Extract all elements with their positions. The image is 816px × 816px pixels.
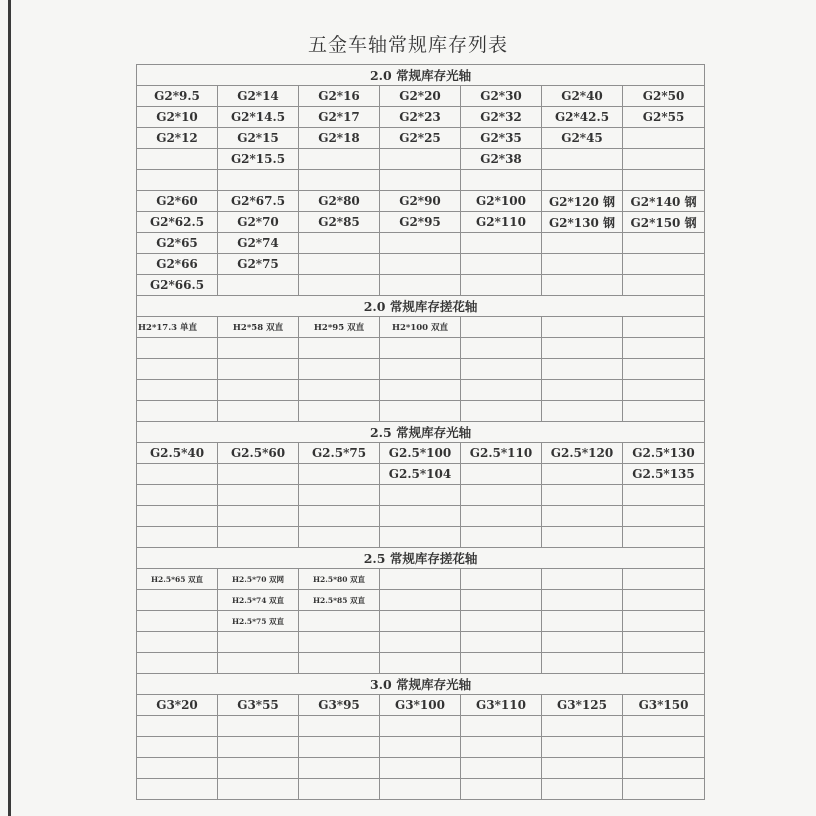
table-cell <box>461 527 542 548</box>
table-row <box>137 128 705 149</box>
table-cell <box>137 149 218 170</box>
table-cell <box>137 779 218 800</box>
table-cell <box>299 464 380 485</box>
table-cell <box>461 611 542 632</box>
table-cell: G2*15 <box>218 128 299 149</box>
table-cell <box>623 233 705 254</box>
table-cell <box>623 254 705 275</box>
table-cell <box>137 527 218 548</box>
page-title: 五金车轴常规库存列表 <box>307 34 508 56</box>
table-cell <box>461 380 542 401</box>
table-cell <box>461 464 542 485</box>
table-cell <box>623 569 705 590</box>
table-cell: G2.5*130 <box>623 443 705 464</box>
table-cell <box>218 170 299 191</box>
table-cell <box>137 611 218 632</box>
table-row <box>137 443 705 464</box>
table-cell <box>380 737 461 758</box>
table-cell: G2*80 <box>299 191 380 212</box>
table-row <box>137 359 705 380</box>
table-cell: G2.5*120 <box>542 443 623 464</box>
table-cell <box>218 275 299 296</box>
table-cell <box>461 254 542 275</box>
table-cell: G3*110 <box>461 695 542 716</box>
table-cell: G2*14 <box>218 86 299 107</box>
table-cell <box>461 485 542 506</box>
table-cell: G2*17 <box>299 107 380 128</box>
table-cell: G2*10 <box>137 107 218 128</box>
table-row <box>137 464 705 485</box>
table-cell <box>623 380 705 401</box>
table-cell: H2*58 双直 <box>218 317 299 338</box>
table-row <box>137 317 705 338</box>
table-cell <box>380 485 461 506</box>
table-cell: G2*100 <box>461 191 542 212</box>
table-cell <box>623 149 705 170</box>
table-cell: G2*18 <box>299 128 380 149</box>
table-cell <box>461 737 542 758</box>
table-cell: G2.5*75 <box>299 443 380 464</box>
table-cell <box>137 716 218 737</box>
table-cell: G2*130 钢 <box>542 212 623 233</box>
table-cell: G2*45 <box>542 128 623 149</box>
table-cell <box>137 401 218 422</box>
table-cell: G2*38 <box>461 149 542 170</box>
table-cell <box>623 737 705 758</box>
table-cell <box>218 380 299 401</box>
table-row <box>137 506 705 527</box>
table-cell <box>461 590 542 611</box>
table-cell <box>623 632 705 653</box>
table-cell <box>461 338 542 359</box>
table-cell <box>137 590 218 611</box>
table-row <box>137 716 705 737</box>
table-cell <box>299 275 380 296</box>
table-cell: G2*150 钢 <box>623 212 705 233</box>
table-cell <box>218 359 299 380</box>
table-cell <box>299 359 380 380</box>
table-cell <box>299 653 380 674</box>
table-row <box>137 569 705 590</box>
section-header: 2.0 常规库存搓花轴 <box>137 296 705 317</box>
table-cell <box>299 485 380 506</box>
table-cell <box>461 233 542 254</box>
table-cell: G2*120 钢 <box>542 191 623 212</box>
table-cell <box>299 401 380 422</box>
section-header-row <box>137 422 705 443</box>
table-cell: H2*100 双直 <box>380 317 461 338</box>
table-cell: G2*66.5 <box>137 275 218 296</box>
table-cell <box>380 338 461 359</box>
table-cell <box>461 170 542 191</box>
table-cell: H2*95 双直 <box>299 317 380 338</box>
table-row <box>137 233 705 254</box>
table-cell <box>542 737 623 758</box>
table-cell <box>137 338 218 359</box>
table-cell <box>623 779 705 800</box>
table-cell <box>218 779 299 800</box>
table-row <box>137 695 705 716</box>
table-row <box>137 527 705 548</box>
table-cell <box>542 779 623 800</box>
table-cell <box>461 779 542 800</box>
table-cell <box>461 632 542 653</box>
table-cell: G3*100 <box>380 695 461 716</box>
inventory-table-body <box>137 65 705 800</box>
table-cell <box>461 401 542 422</box>
table-cell <box>542 506 623 527</box>
table-cell <box>137 653 218 674</box>
table-cell <box>299 254 380 275</box>
table-cell: G2*42.5 <box>542 107 623 128</box>
table-cell <box>542 569 623 590</box>
table-cell <box>623 275 705 296</box>
table-cell: G3*20 <box>137 695 218 716</box>
table-row <box>137 779 705 800</box>
table-cell <box>380 359 461 380</box>
table-row <box>137 485 705 506</box>
table-cell: G2*9.5 <box>137 86 218 107</box>
table-cell <box>461 758 542 779</box>
table-row <box>137 611 705 632</box>
table-cell <box>299 779 380 800</box>
table-cell: G2*50 <box>623 86 705 107</box>
table-cell <box>380 569 461 590</box>
table-cell: G2*23 <box>380 107 461 128</box>
table-cell <box>380 170 461 191</box>
scan-edge <box>8 0 11 816</box>
table-cell <box>623 758 705 779</box>
table-cell <box>542 338 623 359</box>
inventory-table <box>136 64 705 800</box>
table-row <box>137 590 705 611</box>
table-cell <box>542 590 623 611</box>
table-row <box>137 737 705 758</box>
table-cell <box>299 632 380 653</box>
table-cell <box>218 527 299 548</box>
table-cell <box>299 380 380 401</box>
table-cell <box>137 758 218 779</box>
table-cell <box>542 485 623 506</box>
table-cell: G2*95 <box>380 212 461 233</box>
table-cell: G2.5*104 <box>380 464 461 485</box>
table-cell: G2.5*135 <box>623 464 705 485</box>
table-cell <box>380 380 461 401</box>
table-cell: G3*125 <box>542 695 623 716</box>
table-cell <box>461 275 542 296</box>
table-cell <box>218 338 299 359</box>
table-cell <box>542 380 623 401</box>
table-cell <box>299 233 380 254</box>
table-cell <box>623 359 705 380</box>
table-cell <box>137 359 218 380</box>
table-cell <box>461 569 542 590</box>
table-row <box>137 338 705 359</box>
table-cell <box>461 653 542 674</box>
table-cell <box>218 758 299 779</box>
table-cell: G2*32 <box>461 107 542 128</box>
table-cell <box>623 338 705 359</box>
table-cell <box>299 737 380 758</box>
table-cell: G2*25 <box>380 128 461 149</box>
table-cell: G2*16 <box>299 86 380 107</box>
section-header: 2.5 常规库存搓花轴 <box>137 548 705 569</box>
table-row <box>137 758 705 779</box>
table-cell: G2*67.5 <box>218 191 299 212</box>
table-cell <box>623 716 705 737</box>
table-cell: G2*140 钢 <box>623 191 705 212</box>
table-cell <box>623 506 705 527</box>
table-row <box>137 212 705 233</box>
table-cell <box>299 338 380 359</box>
table-cell <box>623 527 705 548</box>
table-cell <box>380 590 461 611</box>
table-cell: G2*66 <box>137 254 218 275</box>
table-cell: G2*85 <box>299 212 380 233</box>
table-row <box>137 401 705 422</box>
table-cell <box>218 737 299 758</box>
table-row <box>137 191 705 212</box>
table-row <box>137 275 705 296</box>
table-cell <box>380 716 461 737</box>
table-cell: G2*110 <box>461 212 542 233</box>
table-cell <box>299 506 380 527</box>
table-cell <box>299 611 380 632</box>
table-cell <box>542 275 623 296</box>
table-cell <box>623 401 705 422</box>
table-cell <box>299 758 380 779</box>
table-cell <box>380 527 461 548</box>
table-cell <box>137 632 218 653</box>
table-cell <box>137 485 218 506</box>
table-cell: G2.5*60 <box>218 443 299 464</box>
table-cell <box>461 359 542 380</box>
table-cell: G2*70 <box>218 212 299 233</box>
table-cell <box>542 233 623 254</box>
table-cell <box>380 233 461 254</box>
table-cell <box>137 506 218 527</box>
table-row <box>137 380 705 401</box>
table-row <box>137 170 705 191</box>
section-header: 3.0 常规库存光轴 <box>137 674 705 695</box>
table-cell: H2.5*74 双直 <box>218 590 299 611</box>
section-header-row <box>137 65 705 86</box>
table-cell <box>218 506 299 527</box>
table-row <box>137 632 705 653</box>
table-cell <box>623 170 705 191</box>
table-cell: H2.5*75 双直 <box>218 611 299 632</box>
table-cell <box>542 359 623 380</box>
table-cell <box>623 485 705 506</box>
table-cell: G3*150 <box>623 695 705 716</box>
table-cell: G2*35 <box>461 128 542 149</box>
table-cell: H2.5*80 双直 <box>299 569 380 590</box>
table-cell <box>542 632 623 653</box>
table-cell <box>542 401 623 422</box>
table-cell <box>137 170 218 191</box>
table-cell: H2.5*70 双网 <box>218 569 299 590</box>
table-cell <box>299 527 380 548</box>
table-cell: G2*30 <box>461 86 542 107</box>
table-cell <box>542 149 623 170</box>
table-cell: G2*40 <box>542 86 623 107</box>
table-cell <box>542 254 623 275</box>
table-cell: G2*60 <box>137 191 218 212</box>
table-cell: H2*17.3 单直 <box>137 317 218 338</box>
table-cell <box>380 758 461 779</box>
table-cell: G2*20 <box>380 86 461 107</box>
table-cell <box>380 653 461 674</box>
table-row <box>137 86 705 107</box>
table-cell <box>137 380 218 401</box>
table-cell <box>380 506 461 527</box>
table-cell: G3*55 <box>218 695 299 716</box>
table-cell <box>623 317 705 338</box>
table-row <box>137 149 705 170</box>
table-cell <box>380 149 461 170</box>
table-cell <box>380 401 461 422</box>
table-cell <box>623 590 705 611</box>
section-header: 2.0 常规库存光轴 <box>137 65 705 86</box>
table-cell: G2.5*100 <box>380 443 461 464</box>
section-header-row <box>137 548 705 569</box>
table-cell <box>218 653 299 674</box>
table-cell <box>542 527 623 548</box>
table-row <box>137 254 705 275</box>
table-cell <box>380 611 461 632</box>
table-cell <box>542 653 623 674</box>
table-cell: G2*74 <box>218 233 299 254</box>
table-cell <box>218 464 299 485</box>
table-cell <box>380 254 461 275</box>
section-header-row <box>137 674 705 695</box>
table-cell <box>461 317 542 338</box>
table-cell <box>461 716 542 737</box>
table-row <box>137 107 705 128</box>
table-cell: G2*55 <box>623 107 705 128</box>
section-header-row <box>137 296 705 317</box>
table-cell <box>380 632 461 653</box>
table-cell <box>542 317 623 338</box>
table-cell <box>218 632 299 653</box>
table-cell <box>380 275 461 296</box>
section-header: 2.5 常规库存光轴 <box>137 422 705 443</box>
table-cell: G2*62.5 <box>137 212 218 233</box>
table-cell: G2*15.5 <box>218 149 299 170</box>
table-cell <box>299 149 380 170</box>
table-row <box>137 653 705 674</box>
table-cell: G2*90 <box>380 191 461 212</box>
table-cell <box>542 170 623 191</box>
table-cell <box>542 611 623 632</box>
table-cell <box>380 779 461 800</box>
table-cell: G2*65 <box>137 233 218 254</box>
table-cell: H2.5*65 双直 <box>137 569 218 590</box>
table-cell <box>461 506 542 527</box>
table-cell <box>542 716 623 737</box>
table-cell <box>137 737 218 758</box>
table-cell: G2.5*110 <box>461 443 542 464</box>
table-cell: G2*12 <box>137 128 218 149</box>
table-cell: G2*75 <box>218 254 299 275</box>
table-cell: G3*95 <box>299 695 380 716</box>
table-cell: G2.5*40 <box>137 443 218 464</box>
table-cell: H2.5*85 双直 <box>299 590 380 611</box>
table-cell <box>218 485 299 506</box>
table-cell <box>218 401 299 422</box>
table-cell <box>299 170 380 191</box>
table-cell <box>137 464 218 485</box>
table-cell <box>218 716 299 737</box>
table-cell <box>299 716 380 737</box>
table-cell <box>623 611 705 632</box>
table-cell <box>623 653 705 674</box>
table-cell <box>623 128 705 149</box>
table-cell <box>542 464 623 485</box>
table-cell: G2*14.5 <box>218 107 299 128</box>
table-cell <box>542 758 623 779</box>
